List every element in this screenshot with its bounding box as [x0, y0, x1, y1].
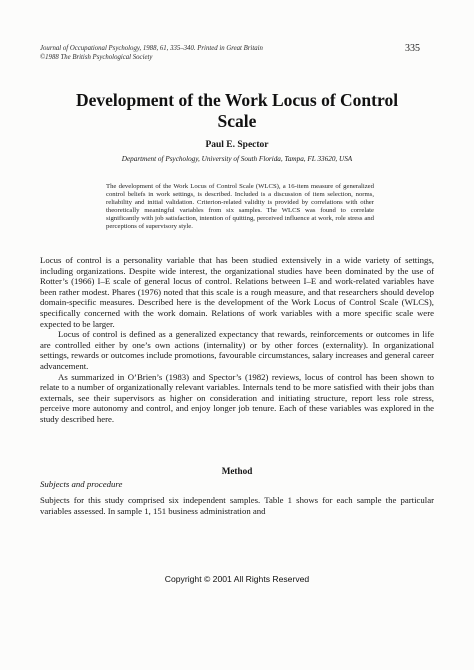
footer-copyright: Copyright © 2001 All Rights Reserved [164, 574, 310, 584]
author-affiliation: Department of Psychology, University of South Florida, Tampa, FL 33620, USA [121, 155, 353, 163]
section-heading-method: Method [221, 466, 253, 476]
author-name: Paul E. Spector [205, 140, 269, 150]
journal-header [40, 44, 440, 62]
paragraph-2: Locus of control is defined as a generalized expectancy that rewards, reinforcements or outcomes in life are controlled either by one’s own actions (internality) or by other forces (externality). In organizational settings, rewards or outcomes include promotions, favourable circumstances, salary increases and general career advancement. [40, 329, 434, 371]
subsection-heading-subjects: Subjects and procedure [40, 479, 123, 489]
journal-citation: Journal of Occupational Psychology, 1988, 61, 335–340. Printed in Great Britain [40, 45, 263, 52]
method-paragraph: Subjects for this study comprised six independent samples. Table 1 shows for each sample the particular variables assessed. In sample 1, 151 business administration and [40, 495, 434, 516]
society-copyright: ©1988 The British Psychological Society [40, 54, 153, 61]
method-text [40, 495, 434, 516]
title-line-2: Scale [217, 111, 257, 131]
paragraph-1: Locus of control is a personality variable that has been studied extensively in a wide variety of settings, including organizations. Despite wide interest, the organizational studies have been dominated by the use of Rotter’s (1966) I–E scale of general locus of control. Relations between I–E and work-related variables have been rather modest. Phares (1976) noted that this scale is a rough measure, and that researchers should develop domain-specific measures. Described here is the development of the Work Locus of Control Scale (WLCS), specifically concerned with the work domain. Relations of work variables with a more specific scale were expected to be larger. [40, 255, 434, 329]
introduction [40, 255, 434, 425]
title-line-1: Development of the Work Locus of Control [75, 90, 399, 110]
paragraph-3: As summarized in O’Brien’s (1983) and Spector’s (1982) reviews, locus of control has been shown to relate to a number of organizationally relevant variables. Internals tend to be more satisfied with their jobs than externals, see their supervisors as higher on consideration and initiating structure, report less role stress, perceive more autonomy and control, and enjoy longer job tenure. Each of these variables was explored in the study described here. [40, 371, 434, 424]
abstract: The development of the Work Locus of Control Scale (WLCS), a 16-item measure of generalized control beliefs in work settings, is described. Included is a discussion of item selection, norms, reliability and initial validation. Criterion-related validity is provided by correlations with other theoretically meaningful variables from six samples. The WLCS was found to correlate significantly with job satisfaction, intention of quitting, perceived influence at work, role stress and perceptions of supervisory style. [106, 183, 374, 230]
paper-title [40, 90, 434, 132]
page-number: 335 [405, 43, 420, 54]
